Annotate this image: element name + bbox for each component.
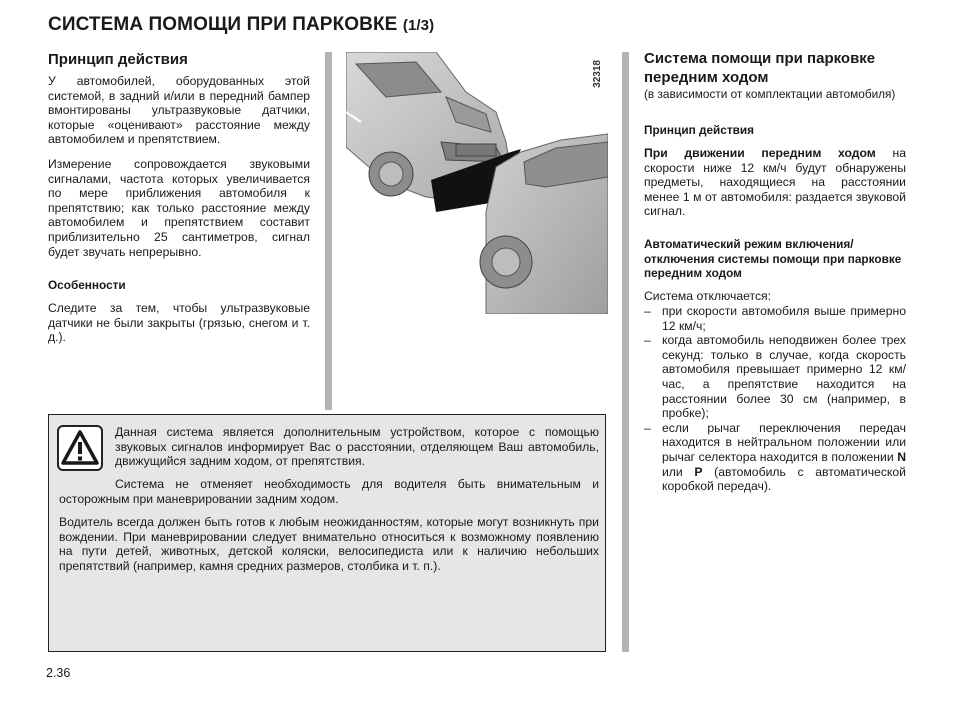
warning-paragraph-2: Система не отменяет необходимость для водителя быть внимательным и осторожным при маневрировании задним ходом. [59,477,599,506]
disable-conditions-list [644,304,906,494]
left-paragraph-1: У автомобилей, оборудованных этой системой, в задний и/или в передний бампер вмонтированы ультразвуковые датчики, которые «оценивают» расстояние между автомобилем и препятствием. [48,74,310,147]
warning-box [48,414,606,652]
left-paragraph-2: Измерение сопровождается звуковыми сигналами, частота которых увеличивается по мере приближения автомобиля к препятствию; как только расстояние между автомобилем и препятствием составит приблизительно 25 сантиметров, сигнал будет звучать непрерывно. [48,157,310,259]
equipment-note: (в зависимости от комплектации автомобиля) [644,87,896,101]
parking-cars-image [346,52,608,314]
parking-illustration [346,52,608,314]
forward-text: на скорости ниже 12 км/ч будут обнаружены предметы, находящиеся на расстоянии менее 1 м от автомобиля: раздается звуковой сигнал. [644,146,906,219]
gear-p-label: P [694,464,703,479]
warning-paragraph-1: Данная система является дополнительным устройством, которое с помощью звуковых сигналов информирует Вас о расстоянии, отделяющем Ваш автомобиль, движущийся задним ходом, от препятствия. [115,425,599,469]
features-heading: Особенности [48,278,126,292]
left-column-divider [325,52,332,410]
warning-paragraph-3: Водитель всегда должен быть готов к любым неожиданностям, которые могут возникнуть при вождении. При маневрировании следует внимательно относиться к возможному появлению на пути детей, животных, детской коляски, велосипедиста или к наличию небольших препятствий (например, камня средних размеров, столбика и т. п.). [59,515,599,573]
right-heading: Система помощи при парковке передним ходом [644,50,876,86]
page-title-text: СИСТЕМА ПОМОЩИ ПРИ ПАРКОВКЕ [48,14,398,35]
warning-triangle-icon [59,427,101,469]
list-item: – при скорости автомобиля выше примерно 12 км/ч; [644,304,906,333]
list-item: – когда автомобиль неподвижен более трех секунд: только в случае, когда скорость автомобиля превышает примерно 12 км/час, а препятствие находится на расстоянии более 30 см (например, в пробке); [644,333,906,421]
list-item-text: или [662,464,695,479]
disable-intro: Система отключается: [644,289,772,303]
forward-paragraph [644,146,906,219]
page-title-suffix: (1/3) [402,17,435,34]
warning-icon-frame [57,425,103,471]
figure-code: 32318 [592,60,603,88]
page-number: 2.36 [46,666,71,680]
gear-n-label: N [897,449,906,464]
forward-lead: При движении передним ходом [644,146,876,160]
list-item-text: (автомобиль с автоматической коробкой передач). [662,464,906,494]
right-column-divider [622,52,629,652]
features-text: Следите за тем, чтобы ультразвуковые датчики не были закрыты (грязью, снегом и т. д.). [48,301,310,345]
list-item [644,421,906,494]
list-item-text: если рычаг переключения передач находится в нейтральном положении или рычаг селектора находится в положении [662,420,906,464]
page-title [48,14,434,36]
auto-mode-heading: Автоматический режим включения/отключения системы помощи при парковке передним ходом [644,237,902,281]
principle-heading: Принцип действия [644,123,754,137]
left-heading: Принцип действия [48,51,188,68]
